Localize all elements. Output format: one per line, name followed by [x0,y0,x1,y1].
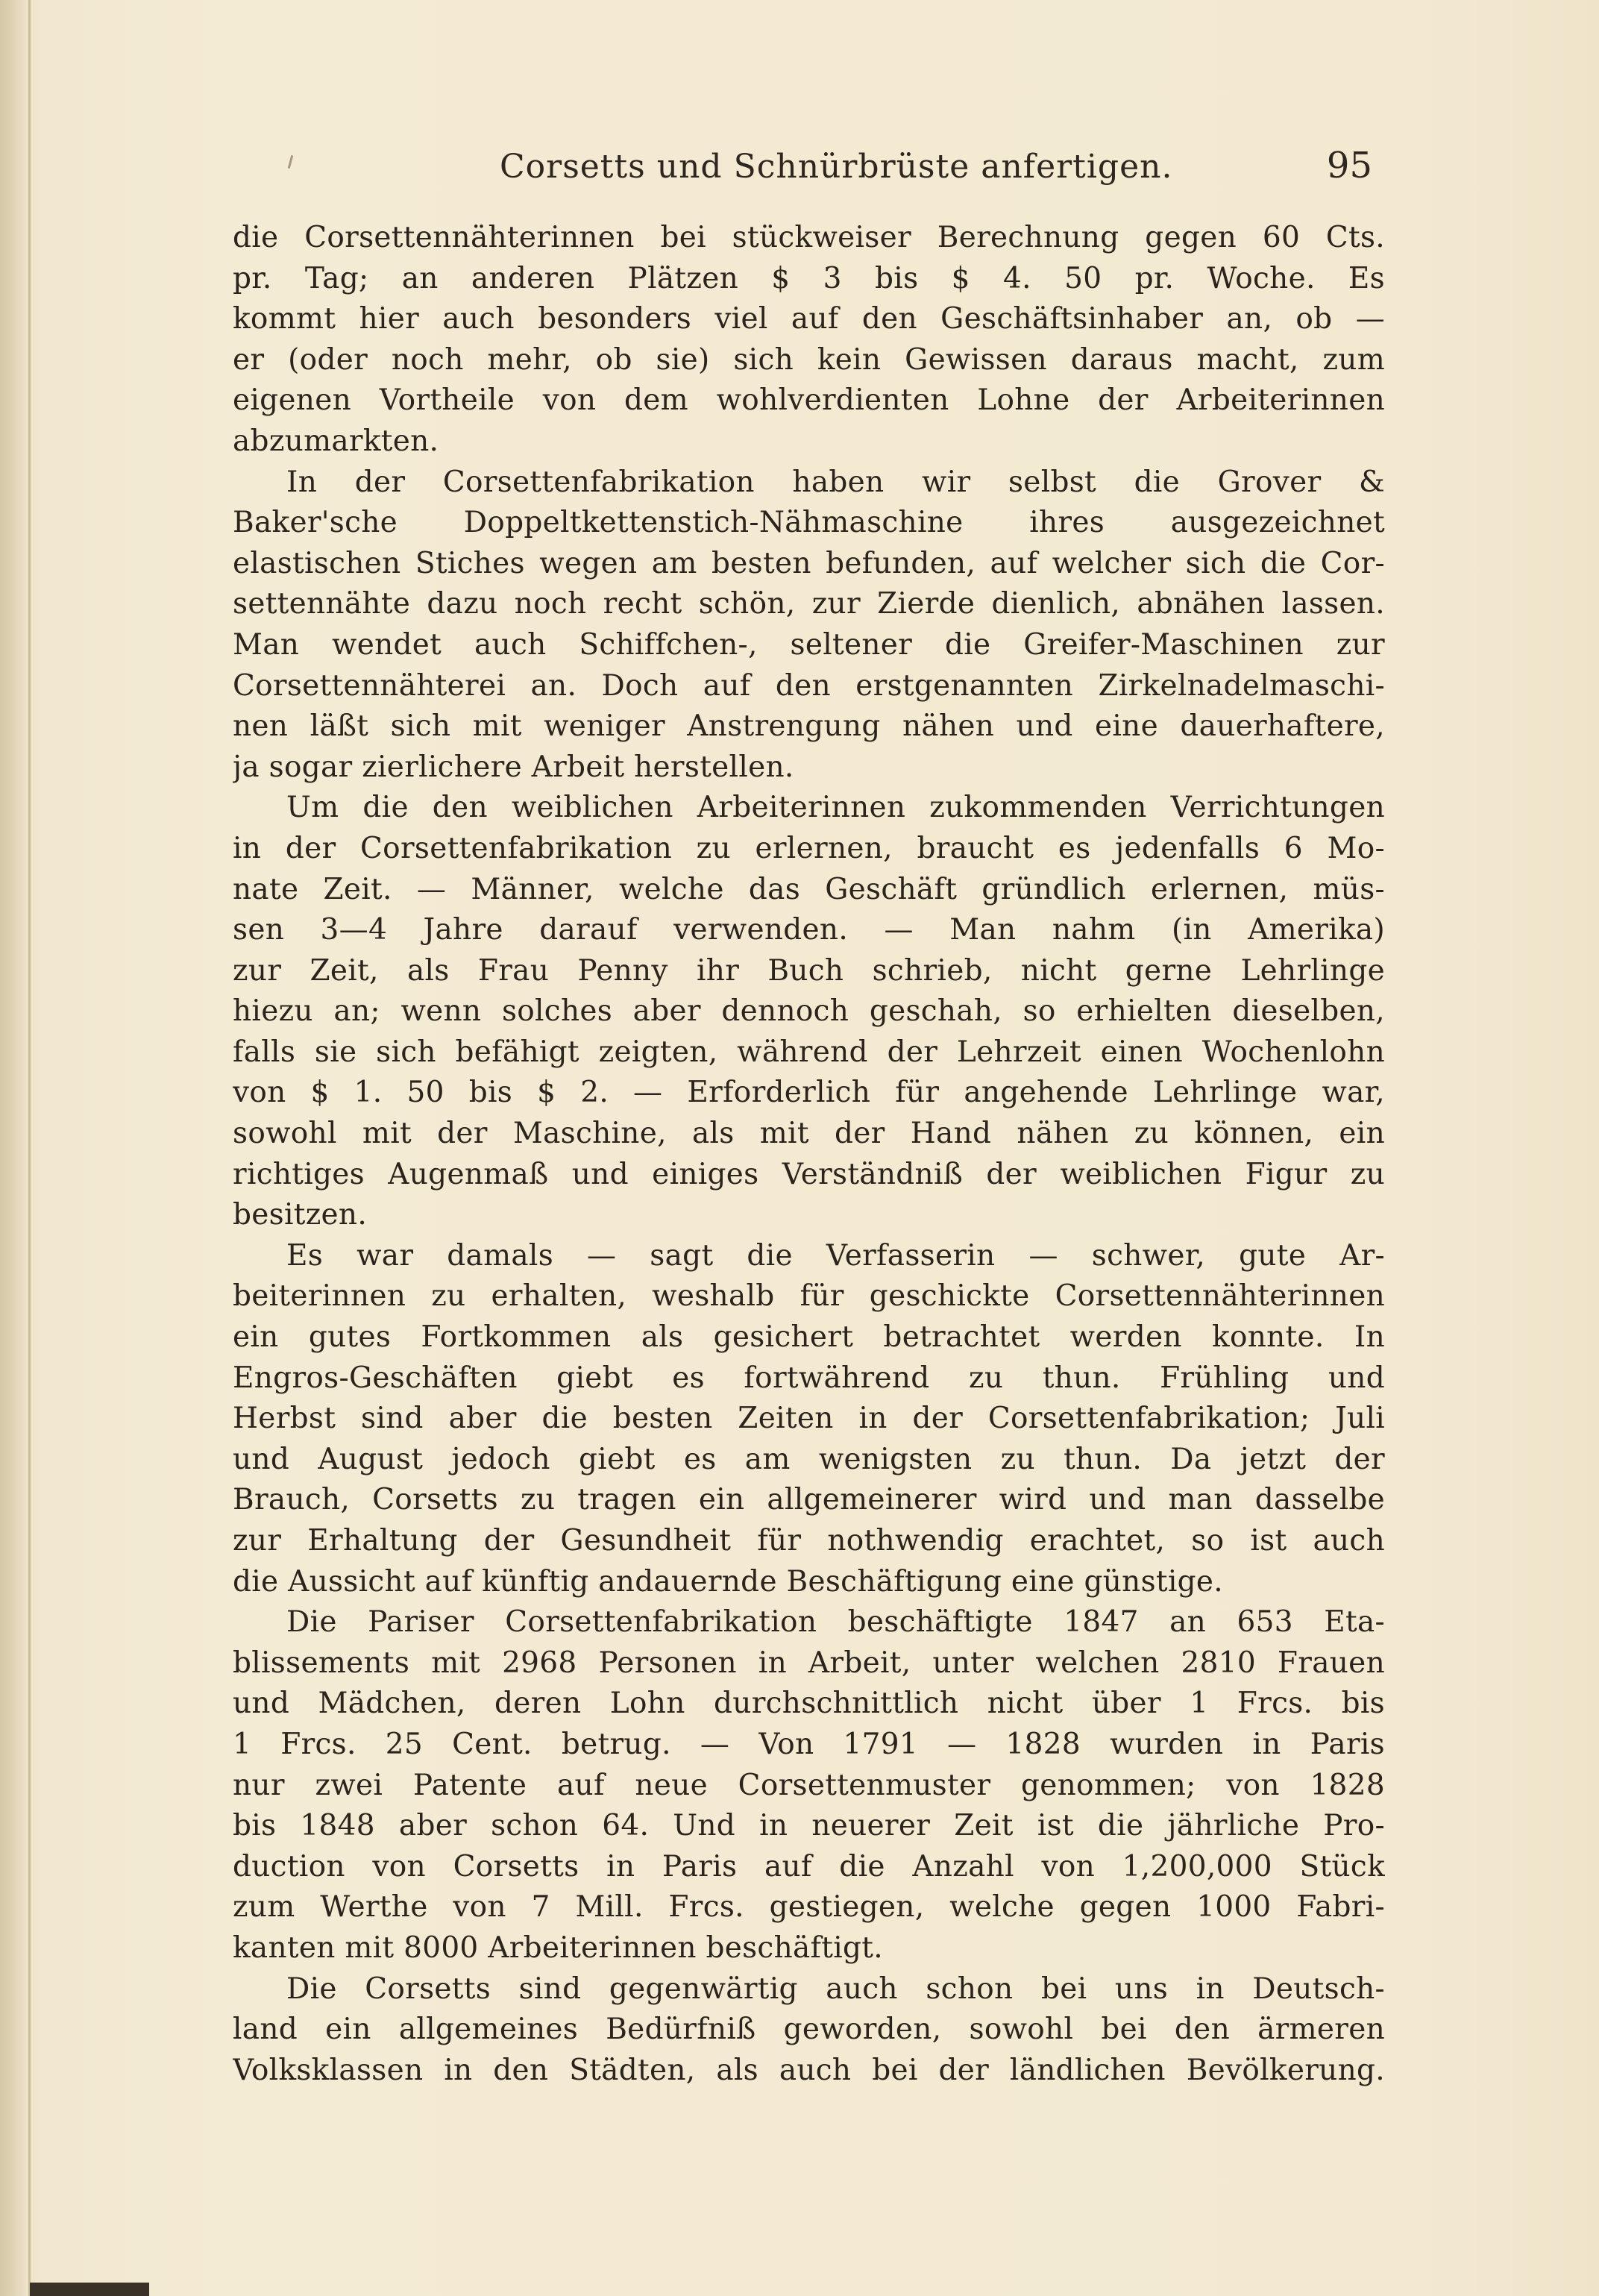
text-line: Baker'sche Doppeltkettenstich-Nähmaschine ihres ausgezeichnet [233,506,1385,540]
page-number: 95 [1326,145,1372,186]
text-line: bis 1848 aber schon 64. Und in neuerer Zeit ist die jährliche Pro- [233,1809,1385,1843]
text-line: blissements mit 2968 Personen in Arbeit, unter welchen 2810 Frauen [233,1646,1385,1680]
text-line: ja sogar zierlichere Arbeit herstellen. [233,750,794,784]
text-line: land ein allgemeines Bedürfniß geworden, sowohl bei den ärmeren [233,2013,1385,2047]
text-line: beiterinnen zu erhalten, weshalb für geschickte Corsettennähterinnen [233,1279,1385,1314]
text-line: sen 3—4 Jahre darauf verwenden. — Man nahm (in Amerika) [233,913,1385,947]
text-line: Die Pariser Corsettenfabrikation beschäftigte 1847 an 653 Eta- [286,1605,1385,1640]
text-line: Brauch, Corsetts zu tragen ein allgemeinerer wird und man dasselbe [233,1483,1385,1517]
text-line: nate Zeit. — Männer, welche das Geschäft gründlich erlernen, müs- [233,872,1385,906]
text-line: duction von Corsetts in Paris auf die Anzahl von 1,200,000 Stück [233,1849,1385,1883]
text-line: Corsettennähterei an. Doch auf den erstgenannten Zirkelnadelmaschi- [233,668,1385,703]
binding-edge [28,0,31,2296]
text-line: zur Erhaltung der Gesundheit für nothwendig erachtet, so ist auch [233,1524,1385,1558]
text-line: er (oder noch mehr, ob sie) sich kein Gewissen daraus macht, zum [233,342,1385,377]
pencil-mark [288,155,294,169]
text-line: in der Corsettenfabrikation zu erlernen, braucht es jedenfalls 6 Mo- [233,831,1385,865]
text-line: Herbst sind aber die besten Zeiten in der Corsettenfabrikation; Juli [233,1402,1385,1436]
text-line: 1 Frcs. 25 Cent. betrug. — Von 1791 — 1828 wurden in Paris [233,1727,1385,1761]
text-line: pr. Tag; an anderen Plätzen $ 3 bis $ 4. 50 pr. Woche. Es [233,261,1385,295]
text-line: hiezu an; wenn solches aber dennoch geschah, so erhielten dieselben, [233,994,1385,1029]
text-line: kanten mit 8000 Arbeiterinnen beschäftigt. [233,1930,883,1965]
text-line: falls sie sich befähigt zeigten, während der Lehrzeit einen Wochenlohn [233,1035,1385,1069]
text-line: die Aussicht auf künftig andauernde Beschäftigung eine günstige. [233,1564,1223,1599]
text-line: Es war damals — sagt die Verfasserin — schwer, gute Ar- [286,1238,1385,1273]
text-line: elastischen Stiches wegen am besten befunden, auf welcher sich die Cor- [233,546,1385,580]
text-line: sowohl mit der Maschine, als mit der Hand nähen zu können, ein [233,1117,1385,1151]
running-title: Corsetts und Schnürbrüste anfertigen. [500,148,1173,186]
text-line: von $ 1. 50 bis $ 2. — Erforderlich für angehende Lehrlinge war, [233,1076,1385,1110]
text-line: kommt hier auch besonders viel auf den Geschäftsinhaber an, ob — [233,302,1385,336]
text-line: nen läßt sich mit weniger Anstrengung nähen und eine dauerhaftere, [233,709,1385,744]
text-line: die Corsettennähterinnen bei stückweiser Berechnung gegen 60 Cts. [233,221,1385,254]
text-line: In der Corsettenfabrikation haben wir selbst die Grover & [286,465,1385,499]
text-line: Die Corsetts sind gegenwärtig auch schon bei uns in Deutsch- [286,1972,1385,2006]
text-line: zur Zeit, als Frau Penny ihr Buch schrieb, nicht gerne Lehrlinge [233,953,1385,988]
text-line: und Mädchen, deren Lohn durchschnittlich nicht über 1 Frcs. bis [233,1687,1385,1721]
text-line: Volksklassen in den Städten, als auch bei der ländlichen Bevölkerung. [233,2053,1385,2087]
text-line: und August jedoch giebt es am wenigsten zu thun. Da jetzt der [233,1442,1385,1476]
text-line: besitzen. [233,1198,368,1232]
page-header [231,140,1380,200]
text-line: settennähte dazu noch recht schön, zur Zierde dienlich, abnähen lassen. [233,587,1385,621]
text-line: Engros-Geschäften giebt es fortwährend zu thun. Frühling und [233,1361,1385,1395]
page-edge-mark [30,2283,149,2296]
text-line: Man wendet auch Schiffchen-, seltener die Greifer-Maschinen zur [233,627,1385,662]
text-line: ein gutes Fortkommen als gesichert betrachtet werden konnte. In [233,1320,1385,1355]
text-line: richtiges Augenmaß und einiges Verständniß der weiblichen Figur zu [233,1157,1385,1191]
text-line: zum Werthe von 7 Mill. Frcs. gestiegen, welche gegen 1000 Fabri- [233,1890,1385,1925]
text-line: Um die den weiblichen Arbeiterinnen zukommenden Verrichtungen [286,791,1385,825]
binding-shadow [0,0,27,2296]
text-line: eigenen Vortheile von dem wohlverdienten Lohne der Arbeiterinnen [233,383,1385,418]
text-line: nur zwei Patente auf neue Corsettenmuster genommen; von 1828 [233,1768,1385,1802]
body-text [233,218,1385,2091]
text-line: abzumarkten. [233,424,439,458]
